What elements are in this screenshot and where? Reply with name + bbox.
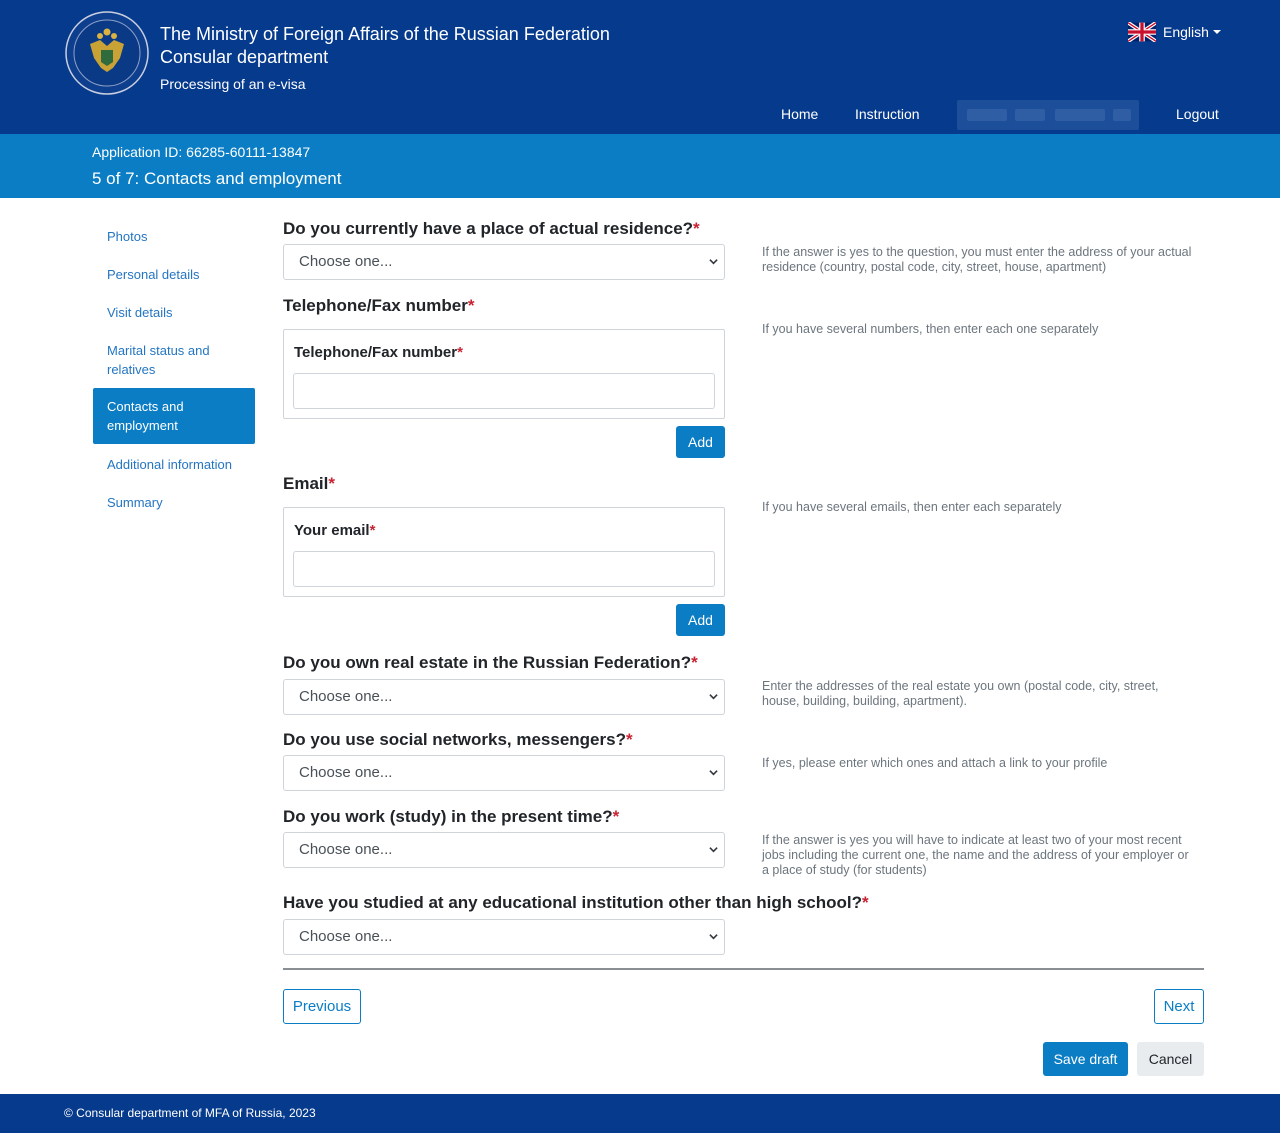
cancel-button[interactable]: Cancel (1137, 1042, 1204, 1076)
add-email-button[interactable]: Add (676, 604, 725, 636)
required-mark: * (625, 730, 633, 749)
nav-instruction[interactable]: Instruction (855, 106, 920, 122)
social-select[interactable] (283, 755, 725, 791)
education-question-label: Have you studied at any educational institution other than high school?* (283, 893, 869, 912)
required-mark: * (693, 219, 700, 238)
work-help-text: If the answer is yes you will have to indicate at least two of your most recent jobs including the current one, the name and the address of your employer or a place of study (for students) (762, 833, 1189, 877)
work-select[interactable] (283, 832, 725, 868)
step-title: 5 of 7: Contacts and employment (92, 169, 342, 188)
chevron-down-icon (709, 768, 718, 777)
real-estate-help-text: Enter the addresses of the real estate you own (postal code, city, street, house, building, building, apartment). (762, 679, 1159, 708)
phone-field-label: Telephone/Fax number* (294, 344, 463, 361)
sidebar-item-photos[interactable]: Photos (107, 229, 148, 244)
department-title: Consular department (160, 47, 329, 67)
work-select-value: Choose one... (299, 841, 393, 858)
phone-field-group (283, 329, 725, 419)
chevron-down-icon (709, 932, 718, 941)
chevron-down-icon (709, 845, 718, 854)
sidebar-item-label: Contacts and employment (107, 399, 184, 433)
chevron-down-icon (709, 257, 718, 266)
residence-help-text: If the answer is yes to the question, you must enter the address of your actual residence (country, postal code, city, street, house, apartment) (762, 245, 1192, 274)
residence-question-label: Do you currently have a place of actual residence?* (283, 219, 700, 238)
education-select-value: Choose one... (299, 928, 393, 945)
email-field-group (283, 507, 725, 597)
email-section-label: Email* (283, 474, 335, 493)
sidebar-item-personal-details[interactable]: Personal details (107, 267, 200, 282)
sidebar-item-summary[interactable]: Summary (107, 495, 163, 510)
required-mark: * (612, 807, 620, 826)
uk-flag-icon (1128, 22, 1156, 42)
consular-emblem-logo (64, 10, 150, 96)
required-mark: * (467, 296, 475, 315)
required-mark: * (691, 653, 698, 672)
social-select-value: Choose one... (299, 764, 393, 781)
social-help-text: If yes, please enter which ones and attach a link to your profile (762, 756, 1108, 770)
form-divider (283, 968, 1204, 970)
phone-help-text: If you have several numbers, then enter each one separately (762, 322, 1099, 336)
residence-select[interactable] (283, 244, 725, 280)
add-phone-button[interactable]: Add (676, 426, 725, 458)
residence-select-value: Choose one... (299, 253, 393, 270)
education-select[interactable] (283, 919, 725, 955)
sidebar-item-visit-details[interactable]: Visit details (107, 305, 173, 320)
site-footer (0, 1094, 1280, 1133)
real-estate-select-value: Choose one... (299, 688, 393, 705)
phone-section-label: Telephone/Fax number* (283, 296, 475, 315)
footer-copyright: © Consular department of MFA of Russia, 2023 (64, 1106, 316, 1120)
email-field-label: Your email* (294, 522, 376, 539)
email-help-text: If you have several emails, then enter each separately (762, 500, 1062, 514)
service-subtitle: Processing of an e-visa (160, 76, 306, 92)
caret-down-icon (1213, 30, 1221, 34)
save-draft-button[interactable]: Save draft (1043, 1042, 1128, 1076)
site-header (0, 0, 1280, 134)
sidebar-item-contacts-employment[interactable] (93, 388, 255, 444)
nav-home[interactable]: Home (781, 106, 819, 122)
phone-input[interactable] (293, 373, 715, 409)
next-button[interactable]: Next (1154, 989, 1204, 1024)
redacted-user-name (957, 100, 1139, 130)
nav-logout[interactable]: Logout (1176, 106, 1219, 122)
required-mark: * (369, 522, 376, 539)
social-question-label: Do you use social networks, messengers?* (283, 730, 633, 749)
sidebar-item-marital-status[interactable]: Marital status and relatives (107, 343, 210, 377)
application-banner (0, 134, 1280, 198)
previous-button[interactable]: Previous (283, 989, 361, 1024)
real-estate-question-label: Do you own real estate in the Russian Federation?* (283, 653, 698, 672)
sidebar-item-additional-information[interactable]: Additional information (107, 457, 233, 472)
ministry-title: The Ministry of Foreign Affairs of the Russian Federation (160, 24, 610, 44)
real-estate-select[interactable] (283, 679, 725, 715)
work-question-label: Do you work (study) in the present time?* (283, 807, 620, 826)
required-mark: * (457, 344, 463, 361)
language-dropdown[interactable] (1128, 22, 1221, 42)
application-id: Application ID: 66285-60111-13847 (92, 144, 311, 160)
email-input[interactable] (293, 551, 715, 587)
chevron-down-icon (709, 692, 718, 701)
required-mark: * (862, 893, 869, 912)
language-label: English (1163, 24, 1209, 40)
required-mark: * (328, 474, 335, 493)
